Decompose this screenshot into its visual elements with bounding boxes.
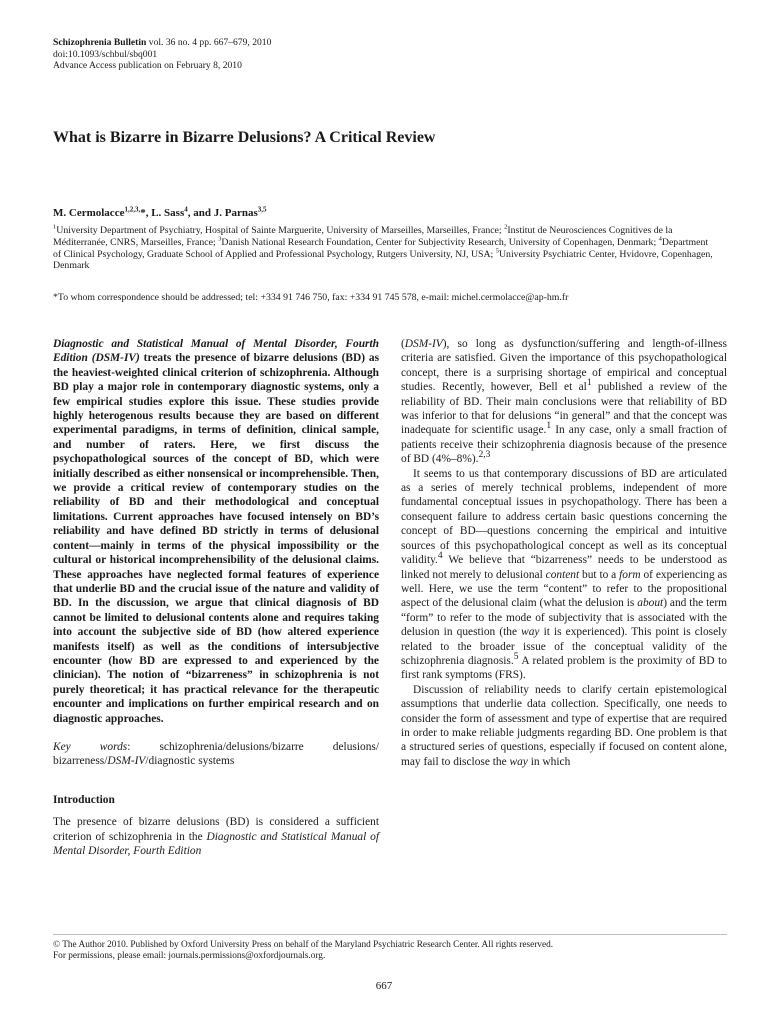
keywords: Key words: schizophrenia/delusions/bizarre delusions/ bizarreness/DSM-IV/diagnostic systems: [53, 740, 379, 768]
copyright-footer: © The Author 2010. Published by Oxford University Press on behalf of the Maryland Psychiatric Research Center. All rights reserved. For permissions, please email: journals.permissions@oxfordjournals.org.: [53, 940, 554, 962]
journal-name: Schizophrenia Bulletin: [53, 37, 147, 48]
page-number: 667: [375, 980, 393, 992]
doi: doi:10.1093/schbul/sbq001: [53, 48, 158, 60]
paragraph: It seems to us that contemporary discussions of BD are articulated as a series of merely technical problems, independent of more fundamental conceptual issues in psychopathology. There has been a consequent failure to address certain basic questions concerning the concept of BD—questions concerning the empirical and intuitive sources of this psychopathological concept as well as its conceptual validity.$^4$ We believe that “bizarreness” needs to be understood as linked not merely to delusional content but to a form of experiencing as well. Here, we use the term “content” to refer to the propositional aspect of the delusional claim (what the delusion is about) and the term “form” to refer to the mode of subjectivity that is associated with the delusion in question (the way it is experienced). This point is closely related to the broader issue of the conceptual validity of the schizophrenia diagnosis.$^5$ A related problem is the proximity of BD to first rank symptoms (FRS).: [401, 467, 728, 682]
correspondence: *To whom correspondence should be addressed; tel: +334 91 746 750, fax: +334 91 745 578, e-mail: michel.cermolacce@ap-hm.fr: [53, 292, 569, 303]
section-heading-introduction: Introduction: [53, 793, 115, 806]
paragraph: Discussion of reliability needs to clarify certain epistemological assumptions that underlie data collection. Specifically, one needs to consider the form of assessment and type of expertise that are required in order to make reliable judgments regarding BD. One problem is that a structured series of questions, especially if focused on content alone, may fail to disclose the way in which: [401, 683, 727, 768]
paragraph: (DSM-IV), so long as dysfunction/suffering and length-of-illness criteria are satisfied. Given the importance of this psychopathological concept, there is a surprising shortage of empirical and conceptual studies. Recently, however, Bell et $al^1$ published a review of the reliability of BD. Their main conclusions were that reliability of BD was inferior to that for delusions “in general” and that the concept was inadequate for scientific usage.$^1$ In any case, only a small fraction of patients receive their schizophrenia diagnosis because of the presence of BD (4%–8%).$^{2,3}$: [401, 338, 727, 466]
left-column: [53, 337, 379, 858]
right-column: [401, 337, 727, 769]
footer-divider: [53, 934, 727, 935]
affiliations: $^1$University Department of Psychiatry, Hospital of Sainte Marguerite, University of Marseilles, Marseilles, France; $^2$Institut de Neurosciences Cognitives de la Méditerranée, CNRS, Marseilles, France; $^3$Danish National Research Foundation, Center for Subjectivity Research, University of Copenhagen, Denmark; $^4$Department of Clinical Psychology, Graduate School of Applied and Professional Psychology, Rutgers University, NJ, USA; $^5$University Psychiatric Center, Hvidovre, Copenhagen, Denmark: [53, 223, 713, 272]
journal-citation: Schizophrenia Bulletin vol. 36 no. 4 pp. 667–679, 2010: [53, 37, 272, 48]
access-date: Advance Access publication on February 8, 2010: [53, 60, 242, 72]
author-3: J. Parnas: [213, 207, 258, 219]
journal-header: [53, 37, 453, 72]
author-list: M. Cermolacce$^{1,2,3,}$*, L. Sass$^4$, and J. Parnas$^{3,5}$: [53, 205, 267, 219]
article-title: What is Bizarre in Bizarre Delusions? A Critical Review: [53, 129, 436, 146]
intro-paragraph: The presence of bizarre delusions (BD) is considered a sufficient criterion of schizophrenia in the Diagnostic and Statistical Manual of Mental Disorder, Fourth Edition: [53, 816, 380, 857]
abstract: Diagnostic and Statistical Manual of Mental Disorder, Fourth Edition (DSM-IV) treats the presence of bizarre delusions (BD) as the heaviest-weighted clinical criterion of schizophrenia. Although BD play a major role in contemporary diagnostic systems, only a few empirical studies explore this issue. These studies provide highly heterogenous results because they are based on different experimental paradigms, in terms of definition, clinical sample, and number of raters. Here, we first discuss the psychopathological sources of the concept of BD, which were initially described as either nonsensical or incomprehensible. Then, we provide a critical review of contemporary studies on the reliability of BD and their methodological and conceptual limitations. Current approaches have focused intensely on BD’s reliability and have defined BD strictly in terms of delusional content—mainly in terms of the physical impossibility or the cultural or historical incomprehensibility of the delusional claims. These approaches have neglected formal features of experience that underlie BD and the crucial issue of the nature and validity of BD. In the discussion, we argue that clinical diagnosis of BD cannot be limited to delusional contents alone and requires taking into account the subjective side of BD (how altered experience manifests itself) as well as the conditions of intersubjective encounter (how BD are expressed to and experienced by the clinician). The notion of “bizarreness” in schizophrenia is not purely theoretical; it has practical relevance for the therapeutic encounter and implications on further empirical research and on diagnostic approaches.: [53, 338, 379, 725]
author-1: M. Cermolacce: [53, 207, 125, 219]
author-2: L. Sass: [151, 207, 185, 219]
